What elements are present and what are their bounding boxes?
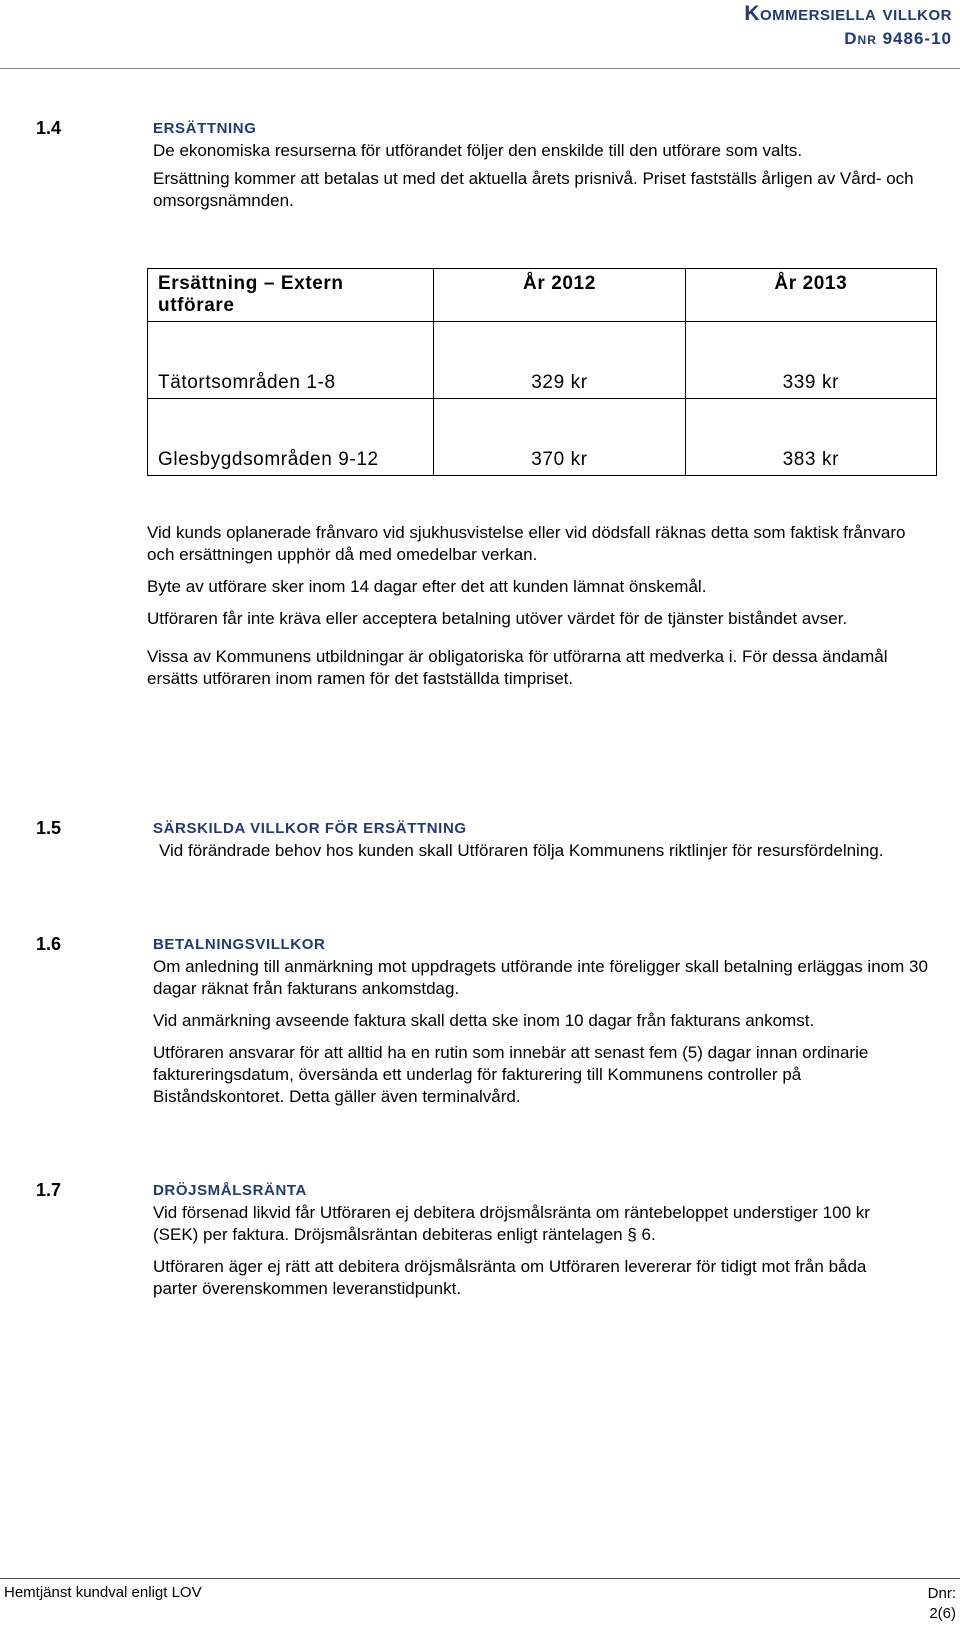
section-heading: DRÖJSMÅLSRÄNTA bbox=[153, 1182, 307, 1199]
paragraph: Ersättning kommer att betalas ut med det aktuella årets prisnivå. Priset fastställs årligen av Vård- och omsorgsnämnden. bbox=[153, 169, 914, 210]
section-number: 1.4 bbox=[36, 118, 62, 138]
table-cell: Tätortsområden 1-8 bbox=[148, 322, 434, 399]
footer-right bbox=[928, 1584, 956, 1624]
paragraph: Vid anmärkning avseende faktura skall detta ske inom 10 dagar från fakturans ankomst. bbox=[153, 1011, 815, 1030]
section-number: 1.5 bbox=[36, 818, 62, 838]
table-header-cell: Ersättning – Extern utförare bbox=[148, 269, 434, 322]
paragraph: Vid försenad likvid får Utföraren ej debitera dröjsmålsränta om räntebeloppet understiger 100 kr (SEK) per faktura. Dröjsmålsräntan debiteras enligt räntelagen § 6. bbox=[153, 1203, 870, 1244]
section-heading: SÄRSKILDA VILLKOR FÖR ERSÄTTNING bbox=[153, 820, 467, 837]
table-cell: 383 kr bbox=[685, 399, 936, 476]
document-header bbox=[744, 0, 952, 50]
table-header-cell: År 2013 bbox=[685, 269, 936, 322]
section-heading: BETALNINGSVILLKOR bbox=[153, 936, 326, 953]
paragraph: Om anledning till anmärkning mot uppdragets utförande inte föreligger skall betalning erläggas inom 30 dagar räknat från fakturans ankomstdag. bbox=[153, 957, 928, 998]
paragraph: Vissa av Kommunens utbildningar är obligatoriska för utförarna att medverka i. För dessa ändamål ersätts utföraren inom ramen för det fastställda timpriset. bbox=[147, 647, 888, 688]
table-header-row bbox=[148, 269, 937, 322]
paragraph: Vid förändrade behov hos kunden skall Utföraren följa Kommunens riktlinjer för resursfördelning. bbox=[159, 841, 884, 860]
page-number: 2(6) bbox=[929, 1605, 956, 1622]
section-number: 1.7 bbox=[36, 1180, 62, 1200]
table-row bbox=[148, 399, 937, 476]
header-dnr: Dnr 9486-10 bbox=[844, 29, 952, 48]
paragraph: Byte av utförare sker inom 14 dagar efter det att kunden lämnat önskemål. bbox=[147, 577, 707, 596]
table-cell: 329 kr bbox=[434, 322, 685, 399]
paragraph: De ekonomiska resurserna för utförandet följer den enskilde till den utförare som valts. bbox=[153, 141, 803, 160]
header-divider bbox=[0, 68, 960, 69]
paragraph: Utföraren äger ej rätt att debitera dröjsmålsränta om Utföraren levererar för tidigt mot från båda parter överenskommen leveranstidpunkt. bbox=[153, 1257, 867, 1298]
section-1-4-continued bbox=[36, 522, 936, 700]
section-1-4 bbox=[36, 118, 936, 222]
paragraph: Utföraren ansvarar för att alltid ha en rutin som innebär att senast fem (5) dagar innan ordinarie faktureringsdatum, översända ett underlag för fakturering till Kommunens controller på Biståndskontoret. Detta gäller även terminalvård. bbox=[153, 1043, 869, 1106]
section-1-5 bbox=[36, 818, 936, 872]
table-cell: 339 kr bbox=[685, 322, 936, 399]
paragraph: Utföraren får inte kräva eller acceptera betalning utöver värdet för de tjänster biståndet avser. bbox=[147, 609, 848, 628]
section-1-6 bbox=[36, 934, 936, 1118]
paragraph: Vid kunds oplanerade frånvaro vid sjukhusvistelse eller vid dödsfall räknas detta som faktisk frånvaro och ersättningen upphör då med omedelbar verkan. bbox=[147, 523, 906, 564]
table-row bbox=[148, 322, 937, 399]
section-heading: ERSÄTTNING bbox=[153, 120, 257, 137]
section-number: 1.6 bbox=[36, 934, 62, 954]
header-title: Kommersiella villkor bbox=[744, 2, 952, 25]
table-cell: Glesbygdsområden 9-12 bbox=[148, 399, 434, 476]
footer-dnr-label: Dnr: bbox=[927, 1585, 956, 1602]
section-1-7 bbox=[36, 1180, 936, 1310]
table-cell: 370 kr bbox=[434, 399, 685, 476]
footer-title: Hemtjänst kundval enligt LOV bbox=[4, 1584, 202, 1601]
footer-divider bbox=[0, 1578, 960, 1579]
table-header-cell: År 2012 bbox=[434, 269, 685, 322]
compensation-table bbox=[147, 268, 937, 476]
